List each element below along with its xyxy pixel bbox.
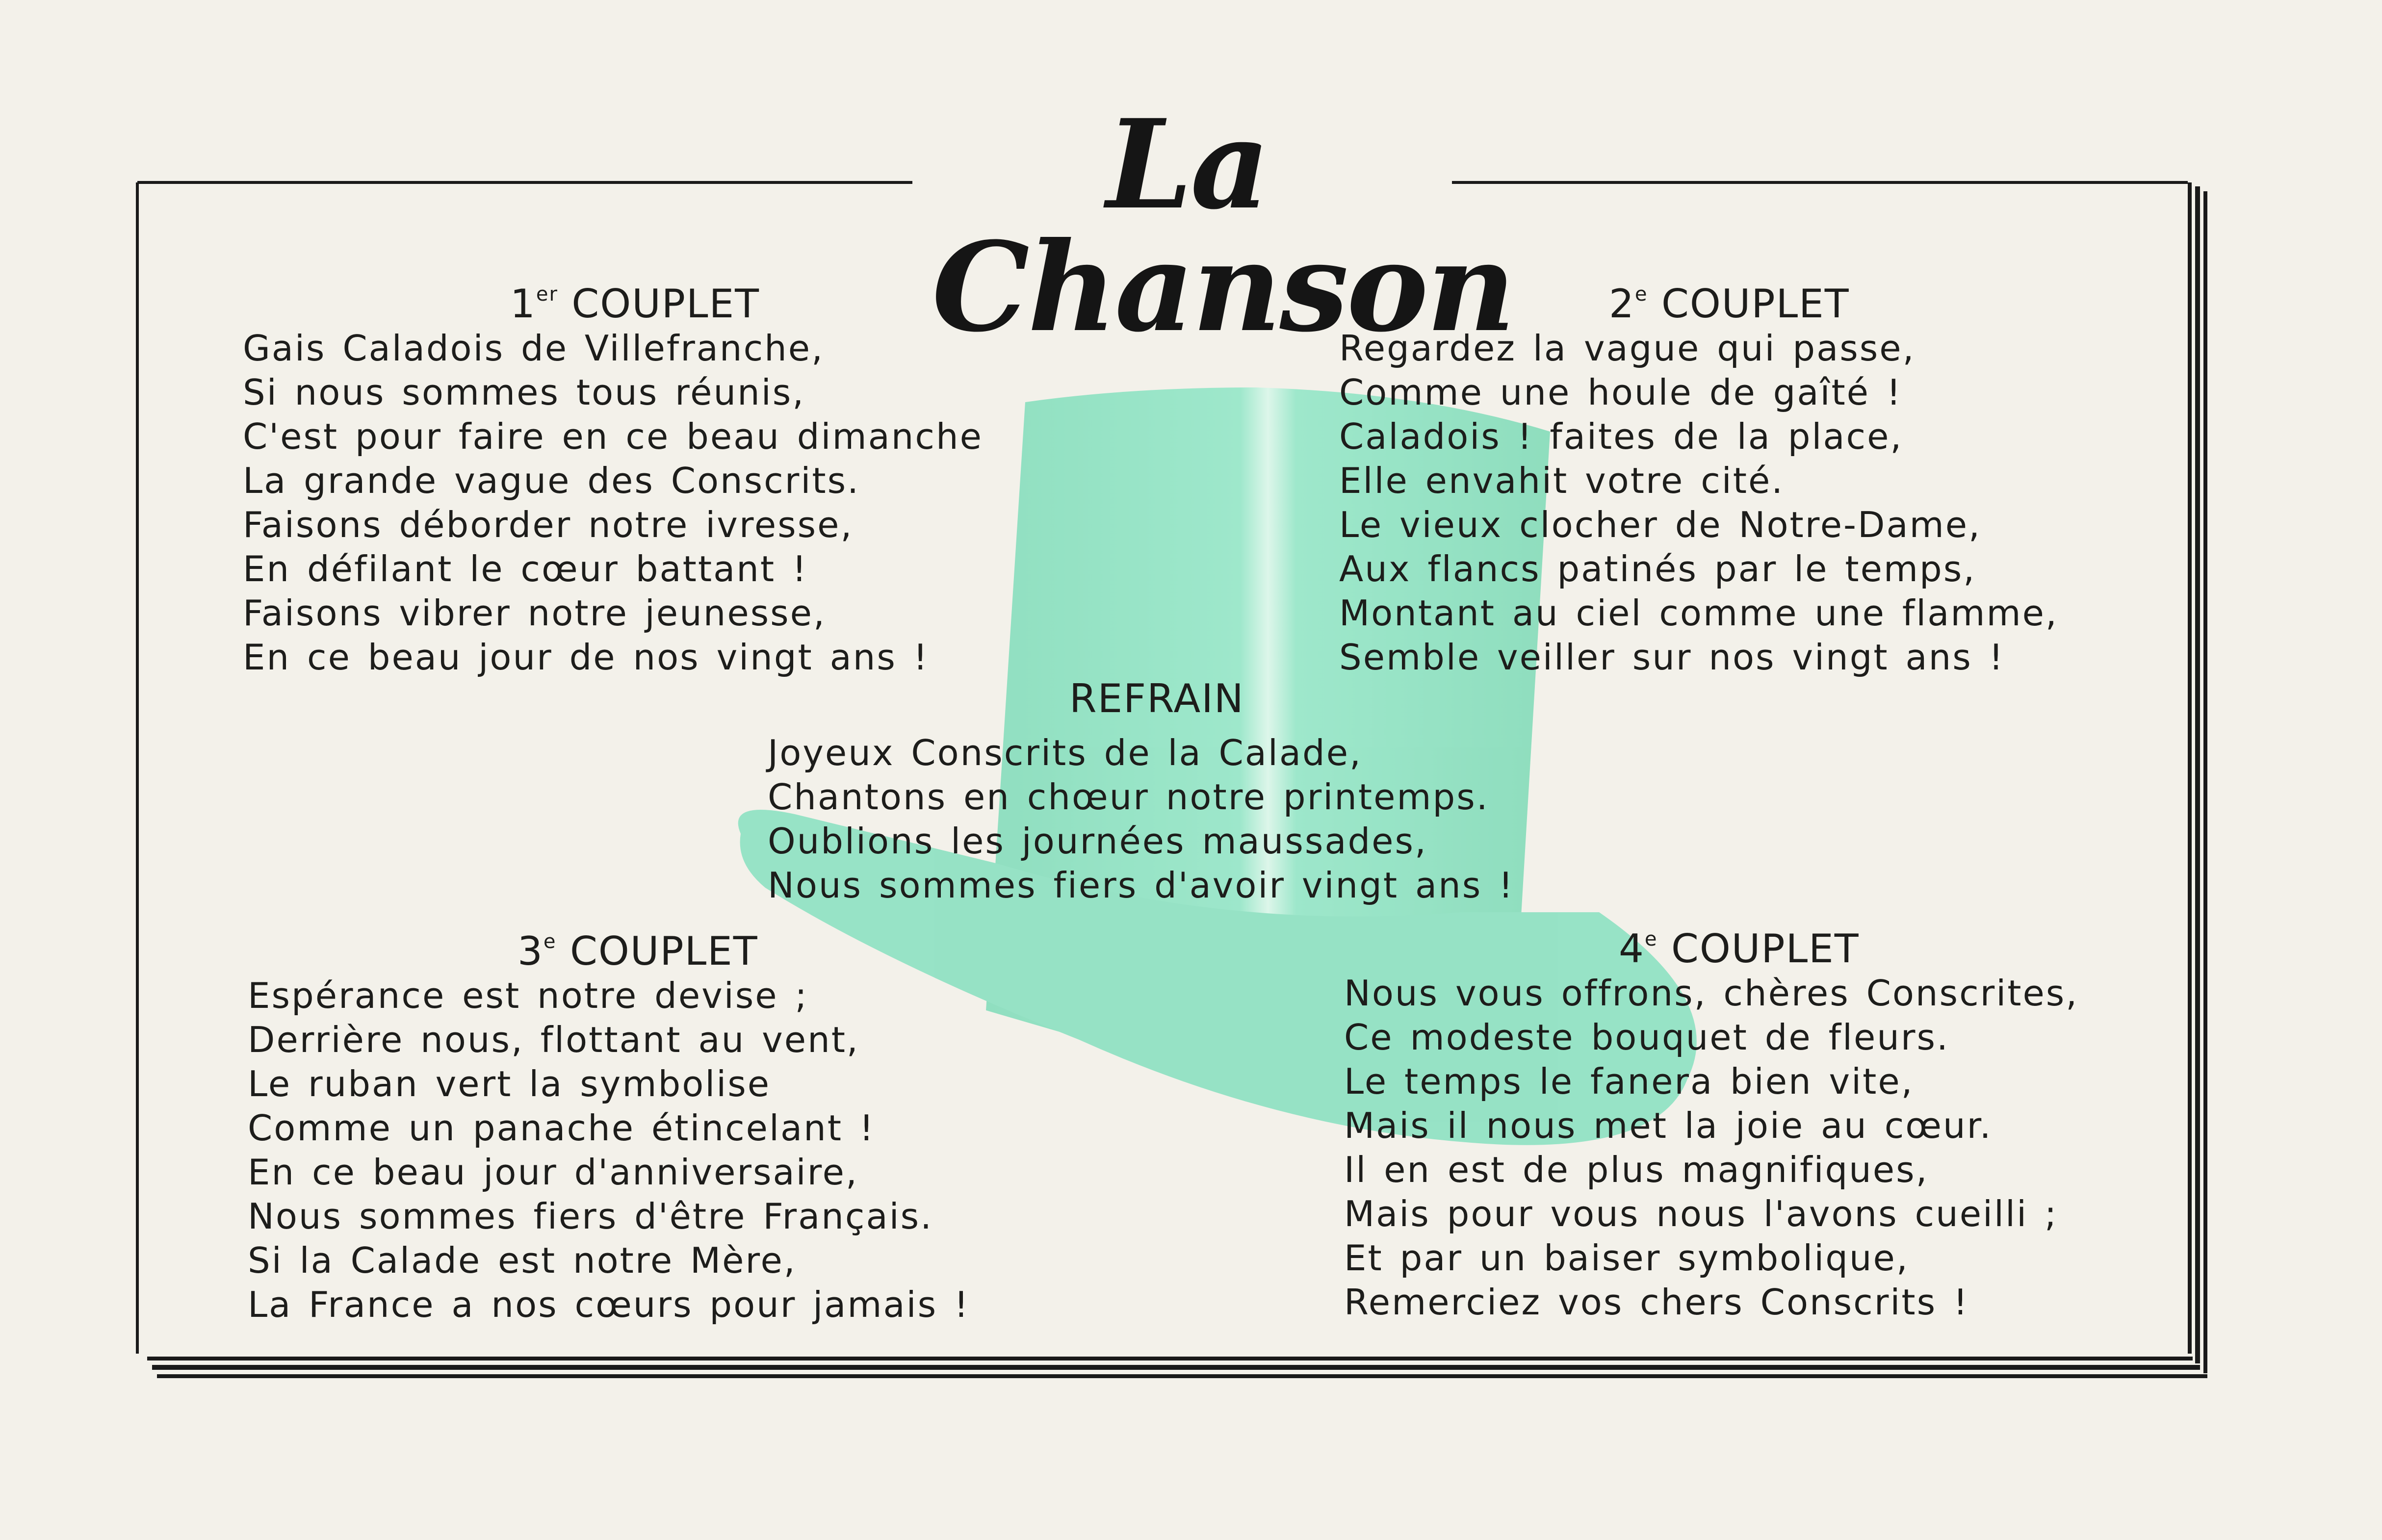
verse-line: Le ruban vert la symbolise [248,1063,771,1104]
verse-line: Nous sommes fiers d'avoir vingt ans ! [768,865,1514,906]
couplet-3-verse [248,974,970,1327]
verse-line: Ce modeste bouquet de fleurs. [1344,1017,1949,1058]
verse-line: Regardez la vague qui passe, [1339,328,1916,369]
verse-line: Aux flancs patinés par le temps, [1339,548,1976,590]
couplet-2-number: 2 [1609,281,1635,327]
verse-line: Nous sommes fiers d'être Français. [248,1196,933,1237]
couplet-1-number: 1 [510,281,536,327]
couplet-1-word: COUPLET [571,281,760,327]
couplet-1-ordinal: er [536,283,558,306]
couplet-3-ordinal: e [543,930,557,953]
verse-line: Mais pour vous nous l'avons cueilli ; [1344,1193,2058,1234]
couplet-4-verse [1344,971,2078,1324]
verse-line: Elle envahit votre cité. [1339,460,1785,501]
refrain-heading: REFRAIN [1069,676,1244,721]
couplet-4-word: COUPLET [1671,926,1860,972]
verse-line: Si la Calade est notre Mère, [248,1240,797,1281]
verse-line: La grande vague des Conscrits. [243,460,860,501]
couplet-4-number: 4 [1619,926,1645,972]
verse-line: Oublions les journées maussades, [768,821,1427,862]
page-title: La Chanson [922,103,1452,348]
couplet-1-heading [510,275,760,327]
couplet-4-heading [1619,920,1860,972]
verse-line: En ce beau jour d'anniversaire, [248,1152,858,1193]
refrain-verse [768,731,1514,907]
verse-line: Chantons en chœur notre printemps. [768,776,1489,818]
verse-line: Comme une houle de gaîté ! [1339,372,1902,413]
verse-line: Nous vous offrons, chères Conscrites, [1344,973,2079,1014]
verse-line: Le vieux clocher de Notre-Dame, [1339,504,1981,545]
verse-line: Mais il nous met la joie au cœur. [1344,1105,1993,1146]
verse-line: Derrière nous, flottant au vent, [248,1019,859,1060]
couplet-3-word: COUPLET [570,928,758,974]
verse-line: Et par un baiser symbolique, [1344,1237,1909,1279]
verse-line: Il en est de plus magnifiques, [1344,1149,1929,1190]
couplet-3-number: 3 [518,928,544,974]
verse-line: Montant au ciel comme une flamme, [1339,592,2058,634]
verse-line: Faisons vibrer notre jeunesse, [243,592,826,634]
couplet-1-verse [243,326,983,679]
couplet-2-word: COUPLET [1661,281,1850,327]
couplet-2-verse [1339,326,2058,679]
verse-line: Comme un panache étincelant ! [248,1107,875,1149]
verse-line: Caladois ! faites de la place, [1339,416,1903,457]
verse-line: En défilant le cœur battant ! [243,548,808,590]
verse-line: Semble veiller sur nos vingt ans ! [1339,637,2005,678]
verse-line: Gais Caladois de Villefranche, [243,328,824,369]
verse-line: Espérance est notre devise ; [248,975,808,1016]
verse-line: Joyeux Conscrits de la Calade, [768,732,1362,773]
couplet-4-ordinal: e [1644,928,1658,950]
verse-line: Si nous sommes tous réunis, [243,372,805,413]
verse-line: En ce beau jour de nos vingt ans ! [243,637,929,678]
couplet-2-ordinal: e [1634,283,1648,306]
verse-line: Faisons déborder notre ivresse, [243,504,854,545]
verse-line: C'est pour faire en ce beau dimanche [243,416,983,457]
verse-line: La France a nos cœurs pour jamais ! [248,1284,970,1325]
verse-line: Remerciez vos chers Conscrits ! [1344,1282,1969,1323]
couplet-2-heading [1609,275,1850,327]
verse-line: Le temps le fanera bien vite, [1344,1061,1914,1102]
couplet-3-heading [518,922,758,974]
